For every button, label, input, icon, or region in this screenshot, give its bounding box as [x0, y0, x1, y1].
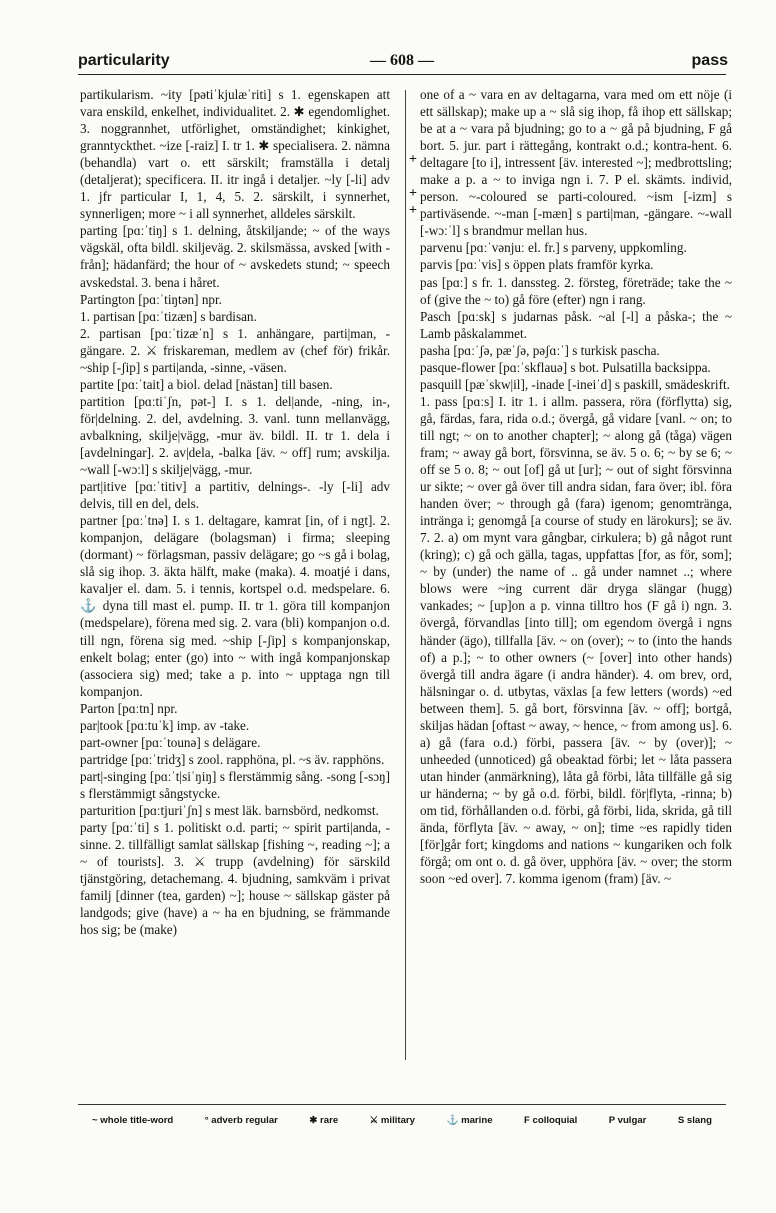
entry-parting: parting [pɑːˈtiŋ] s 1. delning, åtskiljande; ~ of the ways vägskäl, ofta bildl. skiljeväg. 2. skilsmässa, avsked [with -från]; hädanfärd; the hour of ~ avskedets stund; ~ speech avskedstal. 3. bena i håret.: [80, 223, 390, 290]
column-divider: [405, 90, 406, 1060]
entry-partington: Partington [pɑːˈtiŋtən] npr.: [80, 291, 222, 307]
entry-partitive: part|itive [pɑːˈtitiv] a partitiv, delnings-. -ly [-li] adv delvis, till en del, dels.: [80, 479, 390, 512]
entry-partite: partite [pɑːˈtait] a biol. delad [nästan] till basen.: [80, 376, 333, 392]
right-column: [420, 86, 732, 887]
entry-pasch: Pasch [pɑːsk] s judarnas påsk. ~al [-l] a påska-; the ~ Lamb påskalammet.: [420, 308, 732, 341]
legend-slang: S slang: [677, 1115, 712, 1126]
entry-parvenu: parvenu [pɑːˈvənjuː el. fr.] s parveny, uppkomling.: [420, 240, 687, 256]
entry-parton: Parton [pɑːtn] npr.: [80, 700, 178, 716]
page-number: — 608 —: [370, 52, 434, 69]
running-head-left: particularity: [78, 52, 170, 69]
margin-plus-mark: +: [409, 186, 417, 201]
entry-part-owner: part-owner [pɑːˈtounə] s delägare.: [80, 734, 261, 750]
entry-pas: pas [pɑː] s fr. 1. danssteg. 2. försteg, företräde; take the ~ of (give the ~ to) gå före (efter) ngn i rang.: [420, 274, 732, 307]
entry-party: party [pɑːˈti] s 1. politiskt o.d. parti; ~ spirit parti|anda, -sinne. 2. tillfälligt samlat sällskap [fishing ~, reading ~]; a ~ of tourists]. 3. ⚔ trupp (avdelning) för särskild tjänstgöring, detachemang. 4. bjudning, samkväm i privat familj [dinner (tea, garden) ~]; house ~ sällskap gäster på landgods; give (have) a ~ ha en bjudning, se främmande hos sig; be (make): [80, 820, 390, 938]
entry-pasquill: pasquill [pæˈskw|il], -inade [-ineiˈd] s paskill, smädeskrift.: [420, 376, 730, 392]
entry-partner: partner [pɑːˈtnə] I. s 1. deltagare, kamrat [in, of i ngt]. 2. kompanjon, delägare (bolagsman) i firma; sleeping (dormant) ~ förlagsman, passiv delägare; go ~s gå i bolag, slå sig ihop. 3. äkta hälft, make (maka). 4. moatjé i dans, kavaljer el. dam. 5. i tennis, kortspel o.d. medspelare. 6. ⚓ dyna till mast el. pump. II. tr 1. göra till kompanjon (medspelare), förena med sig. 2. vara (bli) kompanjon o.d. till ngn, förena sig med. ~ship [-ʃip] s kompanjonskap, enkelt bolag; enter (go) into ~ with ingå kompanjonskap (associera sig) med; take a p. into ~ upptaga ngn till kompanjon.: [80, 513, 390, 699]
legend-adverb-regular: ° adverb regular: [204, 1115, 278, 1126]
entry-parturition: parturition [pɑːtjuriˈʃn] s mest läk. barnsbörd, nedkomst.: [80, 802, 379, 818]
entry-particularism: partikularism. ~ity [pətiˈkjulæˈriti] s 1. egenskapen att vara enskild, enkelhet, individualitet. 2. ✱ egendomlighet. 3. noggrannhet, utförlighet, omständighet; kinkighet, granntyckthet. ~ize [-raiz] I. tr 1. ✱ specialisera. 2. nämna (behandla) vart o. ett särskilt; framställa i detalj (detaljerat); specificera. II. itr ingå i detaljer. ~ly [-li] adv 1. jfr particular I, 1, 4, 5. 2. särskilt, i synnerhet, synnerligen; more ~ i all synnerhet, alldeles särskilt.: [80, 87, 390, 222]
left-column: [80, 86, 390, 938]
footer-rule: [78, 1104, 726, 1105]
legend-vulgar: P vulgar: [608, 1115, 647, 1126]
entry-part-singing: part|-singing [pɑːˈt|siˈŋiŋ] s flerstämmig sång. -song [-sɔŋ] s flerstämmigt sångstycke.: [80, 768, 390, 801]
entry-partridge: partridge [pɑːˈtridʒ] s zool. rapphöna, pl. ~s äv. rapphöns.: [80, 751, 385, 767]
legend-whole-title-word: ~ whole title-word: [92, 1115, 174, 1126]
running-head-right: pass: [691, 52, 728, 69]
entry-pasque-flower: pasque-flower [pɑːˈskflauə] s bot. Pulsatilla backsippa.: [420, 359, 711, 375]
legend-marine: ⚓ marine: [446, 1115, 493, 1126]
margin-plus-mark: +: [409, 203, 417, 218]
legend-colloquial: F colloquial: [523, 1115, 578, 1126]
entry-partition: partition [pɑːtiˈʃn, pət-] I. s 1. del|ande, -ning, in-, för|delning. 2. del, avdelning. 3. vanl. tunn mellanvägg, avbalkning, skilje|vägg, -mur äv. bildl. II. tr 1. dela i [avdelningar]. 2. av|dela, -balka [äv. ~ off] rum; avskilja. ~wall [-wɔːl] s skilje|vägg, -mur.: [80, 393, 390, 478]
entry-pass: 1. pass [pɑːs] I. itr 1. i allm. passera, röra (förflytta) sig, gå, färdas, fara, rida o.d.; övergå, gå vidare [vanl. ~ on; to till ngt; ~ on to another chapter]; ~ along gå (tåga) vägen fram; ~ away gå bort, försvinna, se äv. 5 o. 6; ~ by se 6; ~ off se 5 o. 8; ~ out [of] gå ut [ur]; ~ out of sight försvinna ur sikte; ~ over gå över till andra sidan, fara över; ibl. föra handen över; ~ through gå (fara) igenom; genomtränga, inträngа i; genomgå [a course of study en lärokurs]; se äv. 7. 2. a) om mynt vara gångbar, cirkulera; b) gå något runt (kring); c) gå och gälla, tagas, uppfattas [for, as för, som]; ~ by (under) the name of .. gå under namnet ..; where blows were ~ing current där dryga slängar (hugg) vankades; ~ [up]on a p. vinna tilltro hos (F gå i) ngn. 3. övergå, förvandlas [into till]; om egendom övergå i ngns händer (ägo), tillfalla [äv. ~ on (over); ~ to (into the hands of) a p.]; ~ to other owners (~ [over] into other hands) övergå till andra ägare (i andra händer). 4. om brev, ord, hälsningar o. d. utbytas, växlas [a few letters (words) ~ed between them]. 5. gå bort, försvinna [äv. ~ off]; bortgå, skiljas hädan [oftast ~ away, ~ hence, ~ from among us]. 6. a) gå (fara o.d.) förbi, passera [äv. ~ by (over)]; ~ unheeded (unnoticed) gå obeaktad förbi; let ~ låta passera utan hinder (anmärkning), låta gå förbi, låta tillfälle gå sig ur händerna; ~ by gå o.d. förbi, bildl. för|flyta, -rinna; b) om tid, förhållanden o.d. förbi, gå förbi, lida, skrida, gå till ända, förflyta [äv. ~ away, ~ on]; time ~es rapidly tiden [för]går fort; kingdoms and nations ~ kungariken och folk förgå; om ont o. d. gå över, upphöra [äv. ~ over; the storm soon ~ed over]. 7. komma igenom (fram) [äv. ~: [420, 393, 732, 887]
margin-plus-mark: +: [409, 152, 417, 167]
symbol-legend: [92, 1115, 712, 1126]
entry-partisan-1: 1. partisan [pɑːˈtizæn] s bardisan.: [80, 308, 257, 324]
entry-parvis: parvis [pɑːˈvis] s öppen plats framför kyrka.: [420, 257, 654, 273]
entry-partisan-2: 2. partisan [pɑːˈtizæˈn] s 1. anhängare, parti|man, -gängare. 2. ⚔ friskareman, medlem av (chef för) frikår. ~ship [-ʃip] s parti|anda, -sinne, -väsen.: [80, 325, 390, 375]
header-rule: [78, 74, 726, 75]
entry-party-cont: one of a ~ vara en av deltagarna, vara med om ett nöje (i ett sällskap); make up a ~ slå sig ihop, få ihop ett sällskap; be at a ~ vara på bjudning; go to a ~ gå på bjudning, F gå bort. 5. jur. part i rättegång, kontrakt o.d.; kontra-hent. 6. deltagare [to i], intressent [äv. interested ~]; medbrottsling; make a p. a ~ to inviga ngn i. 7. P el. skämts. individ, person. ~-coloured se parti-coloured. ~ism [-izm] s partiväsende. ~-man [-mæn] s parti|man, -gängare. ~-wall [-wɔːˈl] s brandmur mellan hus.: [420, 87, 732, 239]
legend-rare: ✱ rare: [309, 1115, 339, 1126]
entry-partook: par|took [pɑːtuˈk] imp. av -take.: [80, 717, 250, 733]
legend-military: ⚔ military: [369, 1115, 416, 1126]
entry-pasha: pasha [pɑːˈʃə, pæˈʃə, pəʃɑːˈ] s turkisk pascha.: [420, 342, 660, 358]
